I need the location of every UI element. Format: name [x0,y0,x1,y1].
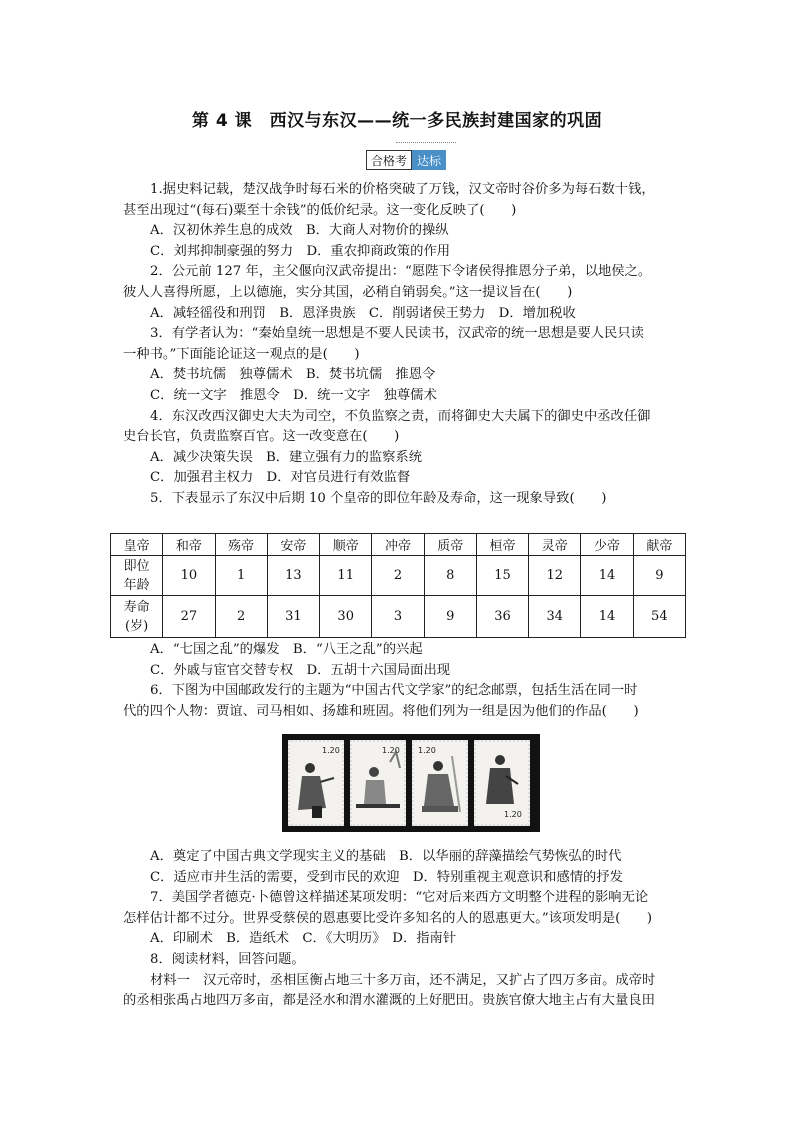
table-cell: 9 [633,556,685,596]
q1-option-ab: A．汉初休养生息的成效 B．大商人对物价的操纵 [150,223,449,239]
table-cell: 34 [529,596,581,638]
q5-option-ab: A．“七国之乱”的爆发 B．“八王之乱”的兴起 [150,642,423,657]
badge-right: 达标 [412,150,446,170]
table-cell: 12 [529,556,581,596]
table-cell: 少帝 [581,534,633,556]
table-header-row [111,534,686,556]
q6-option-ab: A．奠定了中国古典文学现实主义的基础 B．以华丽的辞藻描绘气势恢弘的时代 [150,849,622,864]
table-cell: 顺帝 [320,534,372,556]
table-cell: 殇帝 [215,534,267,556]
table-row [111,556,686,596]
table-cell: 14 [581,596,633,638]
q5-stem: 5．下表显示了东汉中后期 10 个皇帝的即位年龄及寿命，这一现象导致( ) [150,490,607,506]
stamp-value: 1.20 [504,810,522,819]
q8-material-line1: 材料一 汉元帝时，丞相匡衡占地三十多万亩，还不满足，又扩占了四万多亩。成帝时 [150,972,656,988]
q8-stem: 8．阅读材料，回答问题。 [150,951,305,967]
table-cell: 质帝 [424,534,476,556]
table-cell: 冲帝 [372,534,424,556]
table-cell: 安帝 [267,534,319,556]
row-label [111,596,163,638]
row-label [111,556,163,596]
q1-option-cd: C．刘邦抑制豪强的努力 D．重农抑商政策的作用 [150,243,451,259]
table-row [111,596,686,638]
q4-stem-line1: 4．东汉改西汉御史大夫为司空，不负监察之责，而将御史大夫属下的御史中丞改任御 [150,408,651,424]
table-cell: 8 [424,556,476,596]
stamp-jia-yi [288,740,344,826]
q4-option-cd: C．加强君主权力 D．对官员进行有效监督 [150,470,411,486]
stamp-value: 1.20 [382,746,400,755]
questions-block-1 [123,180,683,510]
table-cell: 15 [476,556,528,596]
table-cell: 和帝 [163,534,215,556]
table-cell: 9 [424,596,476,638]
stamp-ban-gu [474,740,530,826]
badge-decoration [396,142,456,151]
row-label-b: (岁) [125,618,149,634]
q7-options: A．印刷术 B．造纸术 C．《大明历》 D．指南针 [150,931,457,947]
badge-left: 合格考 [366,150,412,170]
table-cell: 11 [320,556,372,596]
table-cell: 31 [267,596,319,638]
q3-option-cd: C．统一文字 推恩令 D．统一文字 独尊儒术 [150,387,437,403]
q2-stem-line2: 彼人人喜得所愿，上以德施，实分其国，必稍自销弱矣。”这一提议旨在( ) [123,284,573,300]
table-cell: 皇帝 [111,534,163,556]
questions-block-3 [123,847,683,1012]
table-cell: 27 [163,596,215,638]
q1-stem-line1: 1.据史料记载，楚汉战争时每石米的价格突破了万钱，汉文帝时谷价多为每石数十钱， [150,182,655,197]
table-cell: 36 [476,596,528,638]
table-cell: 30 [320,596,372,638]
row-label-b: 年龄 [123,577,150,593]
q1-stem-line2: 甚至出现过“(每石)粟至十余钱”的低价纪录。这一变化反映了( ) [123,202,517,218]
stamp-value: 1.20 [418,746,436,755]
row-label-a: 寿命 [123,599,150,615]
q7-stem-line1: 7．美国学者德克·卜德曾这样描述某项发明：“它对后来西方文明整个进程的影响无论 [150,890,649,906]
q7-stem-line2: 怎样估计都不过分。世界受蔡侯的恩惠要比受许多知名的人的恩惠更大。”该项发明是( ) [123,910,653,926]
emperor-table [110,533,686,638]
q8-material-line2: 的丞相张禹占地四万多亩，都是泾水和渭水灌溉的上好肥田。贵族官僚大地主占有大量良田 [123,993,655,1009]
stamp-sima-xiangru [350,740,406,826]
table-cell: 灵帝 [529,534,581,556]
row-label-a: 即位 [123,558,150,574]
page-title: 第 4 课 西汉与东汉——统一多民族封建国家的巩固 [191,111,603,131]
stamp-sheet-image [282,734,540,832]
table-cell: 54 [633,596,685,638]
q2-options: A．减轻徭役和刑罚 B．恩泽贵族 C．削弱诸侯王势力 D．增加税收 [150,305,576,321]
q3-stem-line1: 3．有学者认为：“秦始皇统一思想是不要人民读书，汉武帝的统一思想是要人民只读 [150,326,644,342]
stamp-value: 1.20 [322,746,340,755]
table-cell: 1 [215,556,267,596]
stamp-yang-xiong [412,740,468,826]
table-cell: 10 [163,556,215,596]
questions-block-2 [123,640,683,722]
q4-option-ab: A．减少决策失误 B．建立强有力的监察系统 [150,449,423,465]
table-cell: 2 [372,556,424,596]
table-cell: 3 [372,596,424,638]
q2-stem-line1: 2．公元前 127 年，主父偃向汉武帝提出：“愿陛下令诸侯得推恩分子弟，以地侯之。 [150,264,652,280]
q3-option-ab: A．焚书坑儒 独尊儒术 B．焚书坑儒 推恩令 [150,367,436,383]
q4-stem-line2: 史台长官，负责监察百官。这一改变意在( ) [123,429,400,445]
q3-stem-line2: 一种书。”下面能论证这一观点的是( ) [123,346,360,362]
q5-option-cd: C．外戚与宦官交替专权 D．五胡十六国局面出现 [150,662,451,678]
q6-stem-line1: 6．下图为中国邮政发行的主题为“中国古代文学家”的纪念邮票，包括生活在同一时 [150,683,638,699]
table-cell: 14 [581,556,633,596]
q6-option-cd: C．适应市井生活的需要，受到市民的欢迎 D．特别重视主观意识和感情的抒发 [150,869,623,885]
table-cell: 桓帝 [476,534,528,556]
q6-stem-line2: 代的四个人物：贾谊、司马相如、扬雄和班固。将他们列为一组是因为他们的作品( ) [123,703,639,719]
table-cell: 2 [215,596,267,638]
level-badge [366,150,446,170]
table-cell: 13 [267,556,319,596]
table-cell: 献帝 [633,534,685,556]
